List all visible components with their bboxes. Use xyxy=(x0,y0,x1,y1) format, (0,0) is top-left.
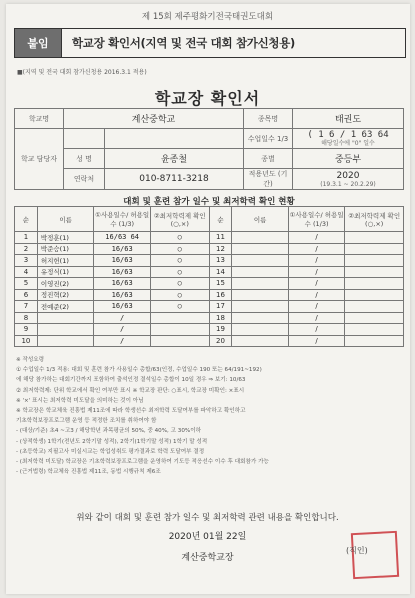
row-name: 전예준(2) xyxy=(37,301,94,313)
row-no: 1 xyxy=(15,232,38,244)
document-date: 2020년 01월 22일 xyxy=(168,532,247,542)
table-row xyxy=(15,289,404,301)
confirm-statement: 위와 같이 대회 및 훈련 참가 일수 및 최저학력 관련 내용을 확인합니다. xyxy=(76,513,339,523)
row-min-check xyxy=(345,243,404,255)
row-min-check xyxy=(345,301,404,313)
col-no-left: 순 xyxy=(15,207,38,232)
note-line: - (근거법령) 학교체육 진흥법 제11조, 동법 시행규칙 제6조 xyxy=(16,469,161,476)
row-no: 10 xyxy=(15,335,38,347)
notes-section xyxy=(16,355,400,477)
row-attendance: 16/63 xyxy=(94,266,151,278)
signer: 계산중학교장 xyxy=(181,553,234,563)
header-box xyxy=(14,28,406,58)
row-name: 이영진(2) xyxy=(37,278,94,290)
row-name xyxy=(232,335,288,347)
table-header-row xyxy=(15,207,404,232)
row-name: 허지헌(1) xyxy=(37,255,94,267)
table-row xyxy=(15,243,404,255)
row-no: 2 xyxy=(15,243,38,255)
days-label: 수업일수 1/3 xyxy=(244,129,293,149)
row-no: 3 xyxy=(15,255,38,267)
row-no: 4 xyxy=(15,266,38,278)
col-name-right: 이름 xyxy=(232,207,288,232)
row-attendance: 16/63 xyxy=(94,301,151,313)
row-no: 7 xyxy=(15,301,38,313)
row-attendance: / xyxy=(288,289,345,301)
row-no: 12 xyxy=(209,243,232,255)
contact-label: 연락처 xyxy=(64,169,105,190)
table-row xyxy=(15,335,404,347)
row-min-check: ○ xyxy=(150,243,209,255)
col-min-right: ②최저학력제 확인(○,×) xyxy=(345,207,404,232)
row-min-check xyxy=(345,266,404,278)
staff-label: 학교 담당자 xyxy=(15,129,64,190)
section-title: 대회 및 훈련 참가 일수 및 최저학력 확인 현황 xyxy=(123,197,295,207)
row-no: 11 xyxy=(209,232,232,244)
col-name: 이름 xyxy=(37,207,94,232)
row-attendance: / xyxy=(288,243,345,255)
empty-cell xyxy=(64,129,105,149)
table-row xyxy=(15,312,404,324)
attendance-table xyxy=(14,206,404,347)
row-attendance: 16/63 xyxy=(94,243,151,255)
row-min-check: ○ xyxy=(150,301,209,313)
row-name xyxy=(37,335,94,347)
row-min-check xyxy=(345,255,404,267)
row-no: 5 xyxy=(15,278,38,290)
row-attendance: 16/63 xyxy=(94,278,151,290)
row-name xyxy=(232,324,288,336)
subnote: ■(지역 및 전국 대회 참가신청용 2016.3.1 적용) xyxy=(17,69,147,76)
header-title: 학교장 확인서(지역 및 전국 대회 참가신청용) xyxy=(72,36,295,50)
school-label: 학교명 xyxy=(15,109,64,129)
row-no: 9 xyxy=(15,324,38,336)
row-min-check xyxy=(345,335,404,347)
row-name xyxy=(232,278,288,290)
row-name xyxy=(37,312,94,324)
note-line: ※ '×' 표시는 최저학력 미도달을 의미하는 것이 아님 xyxy=(16,397,144,404)
row-attendance: / xyxy=(288,232,345,244)
top-title: 제 15회 제주평화기전국태권도대회 xyxy=(141,12,274,22)
row-name xyxy=(232,243,288,255)
note-line: 기초학력보장프로그램 운영 등 적정한 조치를 취하여야 함 xyxy=(16,418,157,425)
row-attendance: / xyxy=(288,335,345,347)
type-label: 종별 xyxy=(244,149,293,169)
row-no: 6 xyxy=(15,289,38,301)
days-value: ( 1 6 / 1 63 64 xyxy=(307,130,389,140)
row-min-check: ○ xyxy=(150,278,209,290)
row-attendance: / xyxy=(288,266,345,278)
row-no: 18 xyxy=(209,312,232,324)
row-attendance: / xyxy=(288,301,345,313)
days-cell xyxy=(293,129,404,149)
note-line: - (상적학생) 1학기(전년도 2학기말 성적), 2학기(1학기말 성적) 1학기 말 성적 xyxy=(16,438,208,445)
table-row xyxy=(15,278,404,290)
row-min-check: ○ xyxy=(150,266,209,278)
row-name: 박정훈(1) xyxy=(37,232,94,244)
row-no: 19 xyxy=(209,324,232,336)
row-name: 정진혁(2) xyxy=(37,289,94,301)
col-att-left: ①사용일수/ 허용일수 (1/3) xyxy=(94,207,151,232)
row-attendance: / xyxy=(94,335,151,347)
note-line: ② 최저학력제: 단위 학교에서 확인 여부만 표시 ※ 학교장 판단: ○표시, 학교장 미확인: ×표시 xyxy=(16,387,245,394)
row-name xyxy=(232,289,288,301)
row-min-check: ○ xyxy=(150,232,209,244)
row-name xyxy=(232,232,288,244)
col-min-left: ②최저학력제 확인(○,×) xyxy=(150,207,209,232)
row-no: 14 xyxy=(209,266,232,278)
table-row xyxy=(15,301,404,313)
row-name xyxy=(37,324,94,336)
table-row xyxy=(15,324,404,336)
row-min-check xyxy=(345,312,404,324)
table-row xyxy=(15,266,404,278)
row-attendance: / xyxy=(94,312,151,324)
row-no: 20 xyxy=(209,335,232,347)
note-line: - (초등학교) 지필고사 미실시교는 학업성취도 평가결과로 학력 도달여부 결정 xyxy=(16,448,205,455)
row-name xyxy=(232,266,288,278)
row-min-check xyxy=(345,232,404,244)
row-attendance: / xyxy=(288,255,345,267)
contact-value: 010-8711-3218 xyxy=(105,169,244,190)
row-name: 박준승(1) xyxy=(37,243,94,255)
table-row xyxy=(15,255,404,267)
empty-cell xyxy=(105,129,244,149)
period-range: (19.3.1 ~ 20.2.29) xyxy=(320,180,376,188)
type-value: 중등부 xyxy=(293,149,404,169)
row-min-check xyxy=(345,289,404,301)
note-line: - (최저학력 미도달) 학교장은 기초학력보장프로그램을 운영하여 기도등 적응선수 이수 후 대회참가 가능 xyxy=(16,459,269,466)
row-min-check xyxy=(345,278,404,290)
days-note: 해당일수에 "0" 일수 xyxy=(321,140,375,147)
note-line: ① 수업일수 1/3 적용: 대회 및 훈련 참가 사용일수 총합/63(인정, 수업일수 190 또는 64/191~192) xyxy=(16,367,262,374)
row-name xyxy=(232,312,288,324)
row-min-check xyxy=(150,312,209,324)
row-attendance: 16/63 xyxy=(94,255,151,267)
period-label: 적용년도 (기간) xyxy=(244,169,293,190)
note-line: ※ 작성요령 xyxy=(16,357,45,363)
row-attendance: 16/63 64 xyxy=(94,232,151,244)
name-label: 성 명 xyxy=(64,149,105,169)
col-no-right: 순 xyxy=(209,207,232,232)
row-min-check: ○ xyxy=(150,289,209,301)
row-name xyxy=(232,255,288,267)
row-min-check: ○ xyxy=(150,255,209,267)
school-value: 계산중학교 xyxy=(64,109,244,129)
col-att-right: ①사용일수/ 허용일수 (1/3) xyxy=(288,207,345,232)
table-row xyxy=(15,232,404,244)
period-cell xyxy=(293,169,404,190)
row-no: 13 xyxy=(209,255,232,267)
row-no: 15 xyxy=(209,278,232,290)
row-min-check xyxy=(150,335,209,347)
name-value: 윤종철 xyxy=(105,149,244,169)
row-min-check xyxy=(345,324,404,336)
main-title: 학교장 확인서 xyxy=(154,89,261,108)
period-value: 2020 xyxy=(336,170,360,181)
row-attendance: / xyxy=(288,278,345,290)
stamp-text: (직인) xyxy=(346,546,368,555)
row-name: 유정식(1) xyxy=(37,266,94,278)
note-line: ※ 학교장은 학교체육 진흥법 제11조에 따라 학생선수 최저학력 도달여부를 파악하고 확인하고 xyxy=(16,408,246,415)
row-name xyxy=(232,301,288,313)
info-table xyxy=(14,108,404,190)
row-attendance: 16/63 xyxy=(94,289,151,301)
row-no: 17 xyxy=(209,301,232,313)
note-line: - (대상/기준) 초4 ~고3 / 해당학년 과목평균의 50%, 중 40%, 고 30%이하 xyxy=(16,428,202,435)
row-min-check xyxy=(150,324,209,336)
row-no: 16 xyxy=(209,289,232,301)
row-no: 8 xyxy=(15,312,38,324)
row-attendance: / xyxy=(94,324,151,336)
header-badge: 붙임 xyxy=(15,29,62,57)
event-value: 태권도 xyxy=(293,109,404,129)
row-attendance: / xyxy=(288,312,345,324)
event-label: 종목명 xyxy=(244,109,293,129)
row-attendance: / xyxy=(288,324,345,336)
note-line: 에 해당 참가하는 대회기간까지 포함하여 출석인정 결석일수 총합이 10일 경우 ⇒ 보기: 10/63 xyxy=(16,377,246,384)
